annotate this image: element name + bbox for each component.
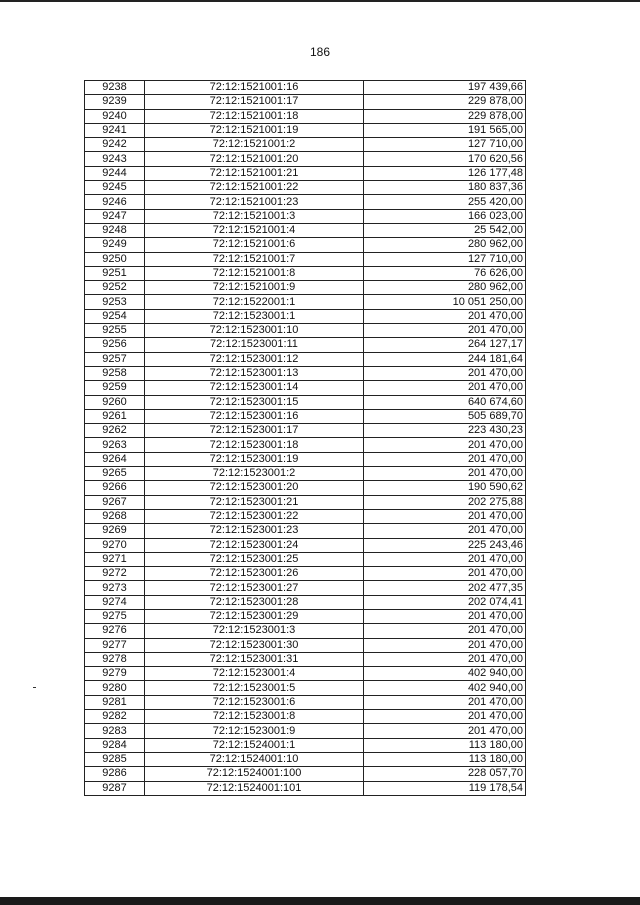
table-row <box>85 281 526 295</box>
cadastral-number-cell: 72:12:1523001:9 <box>145 724 364 738</box>
row-number-cell: 9283 <box>85 724 145 738</box>
cadastral-value-cell: 201 470,00 <box>364 366 526 380</box>
cadastral-value-cell: 229 878,00 <box>364 95 526 109</box>
table-row <box>85 695 526 709</box>
table-row <box>85 624 526 638</box>
cadastral-value-cell: 201 470,00 <box>364 652 526 666</box>
table-row <box>85 409 526 423</box>
row-number-cell: 9271 <box>85 552 145 566</box>
row-number-cell: 9263 <box>85 438 145 452</box>
table-row <box>85 195 526 209</box>
cadastral-number-cell: 72:12:1521001:3 <box>145 209 364 223</box>
cadastral-value-table <box>84 80 526 796</box>
table-row <box>85 324 526 338</box>
row-number-cell: 9278 <box>85 652 145 666</box>
table-row <box>85 495 526 509</box>
cadastral-value-cell: 255 420,00 <box>364 195 526 209</box>
cadastral-number-cell: 72:12:1521001:23 <box>145 195 364 209</box>
table-row <box>85 166 526 180</box>
cadastral-value-cell: 225 243,46 <box>364 538 526 552</box>
table-row <box>85 309 526 323</box>
row-number-cell: 9270 <box>85 538 145 552</box>
cadastral-number-cell: 72:12:1521001:9 <box>145 281 364 295</box>
cadastral-value-cell: 244 181,64 <box>364 352 526 366</box>
cadastral-value-cell: 10 051 250,00 <box>364 295 526 309</box>
table-row <box>85 638 526 652</box>
table-row <box>85 395 526 409</box>
table-row <box>85 552 526 566</box>
cadastral-number-cell: 72:12:1522001:1 <box>145 295 364 309</box>
row-number-cell: 9266 <box>85 481 145 495</box>
row-number-cell: 9241 <box>85 123 145 137</box>
row-number-cell: 9282 <box>85 710 145 724</box>
cadastral-number-cell: 72:12:1523001:2 <box>145 467 364 481</box>
row-number-cell: 9287 <box>85 781 145 795</box>
cadastral-number-cell: 72:12:1523001:21 <box>145 495 364 509</box>
table-row <box>85 681 526 695</box>
cadastral-value-cell: 170 620,56 <box>364 152 526 166</box>
table-row <box>85 252 526 266</box>
row-number-cell: 9280 <box>85 681 145 695</box>
row-number-cell: 9274 <box>85 595 145 609</box>
table-row <box>85 152 526 166</box>
page-top-edge <box>0 0 640 2</box>
margin-mark <box>33 687 36 688</box>
row-number-cell: 9239 <box>85 95 145 109</box>
cadastral-number-cell: 72:12:1523001:6 <box>145 695 364 709</box>
table-row <box>85 667 526 681</box>
cadastral-value-cell: 127 710,00 <box>364 252 526 266</box>
row-number-cell: 9276 <box>85 624 145 638</box>
cadastral-value-cell: 228 057,70 <box>364 767 526 781</box>
table-row <box>85 238 526 252</box>
table-row <box>85 509 526 523</box>
cadastral-number-cell: 72:12:1523001:3 <box>145 624 364 638</box>
table-row <box>85 81 526 95</box>
row-number-cell: 9285 <box>85 752 145 766</box>
cadastral-number-cell: 72:12:1524001:10 <box>145 752 364 766</box>
cadastral-number-cell: 72:12:1523001:14 <box>145 381 364 395</box>
cadastral-value-cell: 201 470,00 <box>364 324 526 338</box>
cadastral-value-cell: 113 180,00 <box>364 752 526 766</box>
row-number-cell: 9257 <box>85 352 145 366</box>
row-number-cell: 9267 <box>85 495 145 509</box>
row-number-cell: 9264 <box>85 452 145 466</box>
cadastral-number-cell: 72:12:1523001:30 <box>145 638 364 652</box>
cadastral-value-cell: 640 674,60 <box>364 395 526 409</box>
table-row <box>85 352 526 366</box>
cadastral-value-cell: 119 178,54 <box>364 781 526 795</box>
row-number-cell: 9281 <box>85 695 145 709</box>
row-number-cell: 9260 <box>85 395 145 409</box>
table-row <box>85 581 526 595</box>
table-row <box>85 752 526 766</box>
row-number-cell: 9259 <box>85 381 145 395</box>
cadastral-value-cell: 201 470,00 <box>364 509 526 523</box>
table-row <box>85 724 526 738</box>
table-row <box>85 609 526 623</box>
cadastral-number-cell: 72:12:1521001:16 <box>145 81 364 95</box>
table-row <box>85 738 526 752</box>
cadastral-value-cell: 402 940,00 <box>364 681 526 695</box>
cadastral-number-cell: 72:12:1523001:27 <box>145 581 364 595</box>
row-number-cell: 9273 <box>85 581 145 595</box>
row-number-cell: 9286 <box>85 767 145 781</box>
row-number-cell: 9251 <box>85 266 145 280</box>
page-number: 186 <box>309 45 331 59</box>
table-row <box>85 95 526 109</box>
table-row <box>85 295 526 309</box>
cadastral-value-cell: 201 470,00 <box>364 724 526 738</box>
row-number-cell: 9262 <box>85 424 145 438</box>
cadastral-value-cell: 166 023,00 <box>364 209 526 223</box>
cadastral-value-cell: 201 470,00 <box>364 467 526 481</box>
cadastral-value-cell: 201 470,00 <box>364 438 526 452</box>
cadastral-value-cell: 113 180,00 <box>364 738 526 752</box>
cadastral-number-cell: 72:12:1523001:29 <box>145 609 364 623</box>
cadastral-value-cell: 201 470,00 <box>364 309 526 323</box>
cadastral-value-cell: 126 177,48 <box>364 166 526 180</box>
cadastral-number-cell: 72:12:1523001:1 <box>145 309 364 323</box>
cadastral-number-cell: 72:12:1521001:18 <box>145 109 364 123</box>
cadastral-number-cell: 72:12:1523001:23 <box>145 524 364 538</box>
cadastral-value-cell: 201 470,00 <box>364 695 526 709</box>
cadastral-number-cell: 72:12:1523001:16 <box>145 409 364 423</box>
cadastral-number-cell: 72:12:1521001:20 <box>145 152 364 166</box>
cadastral-value-cell: 201 470,00 <box>364 609 526 623</box>
cadastral-value-cell: 264 127,17 <box>364 338 526 352</box>
cadastral-number-cell: 72:12:1523001:26 <box>145 567 364 581</box>
row-number-cell: 9242 <box>85 138 145 152</box>
table-row <box>85 567 526 581</box>
cadastral-value-cell: 201 470,00 <box>364 381 526 395</box>
cadastral-value-cell: 402 940,00 <box>364 667 526 681</box>
cadastral-value-cell: 197 439,66 <box>364 81 526 95</box>
table-row <box>85 481 526 495</box>
cadastral-value-cell: 223 430,23 <box>364 424 526 438</box>
cadastral-value-cell: 201 470,00 <box>364 624 526 638</box>
cadastral-number-cell: 72:12:1523001:25 <box>145 552 364 566</box>
row-number-cell: 9245 <box>85 181 145 195</box>
row-number-cell: 9252 <box>85 281 145 295</box>
cadastral-number-cell: 72:12:1523001:22 <box>145 509 364 523</box>
table-row <box>85 652 526 666</box>
cadastral-number-cell: 72:12:1521001:17 <box>145 95 364 109</box>
cadastral-number-cell: 72:12:1523001:20 <box>145 481 364 495</box>
table-row <box>85 209 526 223</box>
row-number-cell: 9249 <box>85 238 145 252</box>
table-row <box>85 595 526 609</box>
row-number-cell: 9284 <box>85 738 145 752</box>
row-number-cell: 9253 <box>85 295 145 309</box>
cadastral-number-cell: 72:12:1523001:15 <box>145 395 364 409</box>
row-number-cell: 9258 <box>85 366 145 380</box>
table-row <box>85 338 526 352</box>
row-number-cell: 9254 <box>85 309 145 323</box>
table-row <box>85 223 526 237</box>
cadastral-value-cell: 202 477,35 <box>364 581 526 595</box>
table-row <box>85 538 526 552</box>
cadastral-number-cell: 72:12:1523001:31 <box>145 652 364 666</box>
row-number-cell: 9275 <box>85 609 145 623</box>
cadastral-value-cell: 25 542,00 <box>364 223 526 237</box>
table-row <box>85 266 526 280</box>
cadastral-number-cell: 72:12:1523001:24 <box>145 538 364 552</box>
cadastral-number-cell: 72:12:1523001:4 <box>145 667 364 681</box>
table-row <box>85 381 526 395</box>
cadastral-number-cell: 72:12:1524001:100 <box>145 767 364 781</box>
cadastral-value-cell: 190 590,62 <box>364 481 526 495</box>
table-row <box>85 181 526 195</box>
table-body <box>85 81 526 796</box>
cadastral-number-cell: 72:12:1523001:8 <box>145 710 364 724</box>
table-row <box>85 767 526 781</box>
row-number-cell: 9261 <box>85 409 145 423</box>
table-row <box>85 524 526 538</box>
row-number-cell: 9250 <box>85 252 145 266</box>
cadastral-number-cell: 72:12:1523001:17 <box>145 424 364 438</box>
row-number-cell: 9248 <box>85 223 145 237</box>
row-number-cell: 9243 <box>85 152 145 166</box>
row-number-cell: 9238 <box>85 81 145 95</box>
row-number-cell: 9265 <box>85 467 145 481</box>
table-row <box>85 109 526 123</box>
cadastral-number-cell: 72:12:1521001:2 <box>145 138 364 152</box>
cadastral-number-cell: 72:12:1523001:11 <box>145 338 364 352</box>
cadastral-number-cell: 72:12:1523001:13 <box>145 366 364 380</box>
cadastral-value-cell: 201 470,00 <box>364 710 526 724</box>
cadastral-number-cell: 72:12:1523001:28 <box>145 595 364 609</box>
cadastral-value-cell: 280 962,00 <box>364 238 526 252</box>
table-row <box>85 366 526 380</box>
table-row <box>85 424 526 438</box>
cadastral-number-cell: 72:12:1524001:101 <box>145 781 364 795</box>
cadastral-number-cell: 72:12:1521001:21 <box>145 166 364 180</box>
cadastral-value-cell: 201 470,00 <box>364 524 526 538</box>
cadastral-value-cell: 191 565,00 <box>364 123 526 137</box>
cadastral-value-cell: 280 962,00 <box>364 281 526 295</box>
table-row <box>85 452 526 466</box>
cadastral-number-cell: 72:12:1523001:5 <box>145 681 364 695</box>
table-row <box>85 138 526 152</box>
cadastral-number-cell: 72:12:1521001:6 <box>145 238 364 252</box>
row-number-cell: 9256 <box>85 338 145 352</box>
table-row <box>85 123 526 137</box>
cadastral-number-cell: 72:12:1521001:8 <box>145 266 364 280</box>
row-number-cell: 9272 <box>85 567 145 581</box>
row-number-cell: 9247 <box>85 209 145 223</box>
cadastral-value-cell: 127 710,00 <box>364 138 526 152</box>
cadastral-number-cell: 72:12:1521001:7 <box>145 252 364 266</box>
page-bottom-edge <box>0 897 640 905</box>
cadastral-number-cell: 72:12:1523001:18 <box>145 438 364 452</box>
cadastral-value-cell: 202 074,41 <box>364 595 526 609</box>
table-row <box>85 710 526 724</box>
row-number-cell: 9240 <box>85 109 145 123</box>
cadastral-value-cell: 201 470,00 <box>364 638 526 652</box>
cadastral-value-cell: 76 626,00 <box>364 266 526 280</box>
cadastral-number-cell: 72:12:1523001:10 <box>145 324 364 338</box>
cadastral-value-cell: 202 275,88 <box>364 495 526 509</box>
cadastral-number-cell: 72:12:1521001:22 <box>145 181 364 195</box>
row-number-cell: 9269 <box>85 524 145 538</box>
cadastral-number-cell: 72:12:1523001:12 <box>145 352 364 366</box>
cadastral-number-cell: 72:12:1523001:19 <box>145 452 364 466</box>
row-number-cell: 9244 <box>85 166 145 180</box>
cadastral-number-cell: 72:12:1524001:1 <box>145 738 364 752</box>
row-number-cell: 9279 <box>85 667 145 681</box>
cadastral-value-cell: 201 470,00 <box>364 452 526 466</box>
cadastral-value-cell: 201 470,00 <box>364 552 526 566</box>
cadastral-value-cell: 201 470,00 <box>364 567 526 581</box>
cadastral-number-cell: 72:12:1521001:19 <box>145 123 364 137</box>
cadastral-value-cell: 505 689,70 <box>364 409 526 423</box>
table-row <box>85 438 526 452</box>
cadastral-value-cell: 229 878,00 <box>364 109 526 123</box>
table-row <box>85 781 526 795</box>
table-row <box>85 467 526 481</box>
row-number-cell: 9268 <box>85 509 145 523</box>
row-number-cell: 9246 <box>85 195 145 209</box>
row-number-cell: 9277 <box>85 638 145 652</box>
cadastral-number-cell: 72:12:1521001:4 <box>145 223 364 237</box>
row-number-cell: 9255 <box>85 324 145 338</box>
cadastral-value-cell: 180 837,36 <box>364 181 526 195</box>
